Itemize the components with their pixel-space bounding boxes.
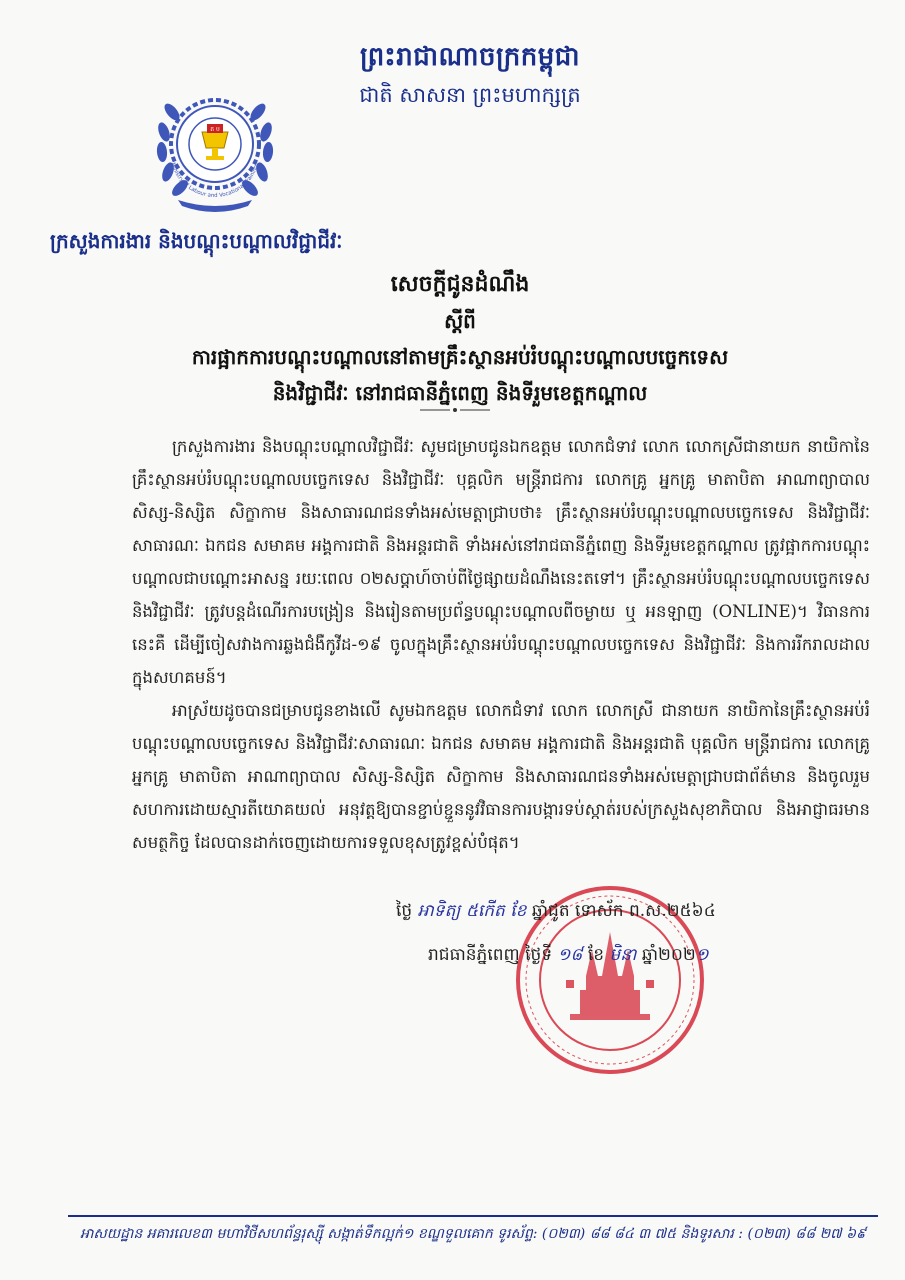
notice-body [132, 430, 870, 859]
solar-date-year-hand: ១ [695, 945, 709, 965]
kingdom-name: ព្រះរាជាណាចក្រកម្ពុជា [360, 42, 580, 72]
notice-subject-line1: ការផ្អាកការបណ្តុះបណ្តាលនៅតាមគ្រឹះស្ថានអប់រំបណ្តុះបណ្តាលបច្ចេកទេស [191, 345, 729, 369]
notice-subject-line2: និងវិជ្ជាជីវៈ នៅរាជធានីភ្នំពេញ និងទីរួមខេត្តកណ្តាល [272, 381, 648, 405]
body-paragraph-2: អាស្រ័យដូចបានជម្រាបជូនខាងលើ សូមឯកឧត្តម លោកជំទាវ លោក លោកស្រី ជានាយក នាយិកានៃគ្រឹះស្ថានអប់រំបណ្តុះបណ្តាលបច្ចេកទេស និងវិជ្ជាជីវៈសាធារណៈ ឯកជន សមាគម អង្គការជាតិ និងអន្តរជាតិ បុគ្គលិក មន្ត្រីរាជការ លោកគ្រូ អ្នកគ្រូ មាតាបិតា អាណាព្យាបាល សិស្ស-និស្សិត សិក្ខាកាម និងសាធារណជនទាំងអស់មេត្តាជ្រាបជាព័ត៌មាន និងចូលរួមសហការដោយស្មារតីយោគយល់ អនុវត្តឱ្យបានខ្ជាប់ខ្ជួននូវវិធានការបង្ការទប់ស្កាត់របស់ក្រសួងសុខាភិបាល និងអាជ្ញាធរមានសមត្ថកិច្ច ដែលបានដាក់ចេញដោយការទទួលខុសត្រូវខ្ពស់បំផុត។ [132, 701, 870, 852]
kingdom-header [350, 40, 590, 113]
ornamental-divider [420, 406, 490, 414]
solar-date-line [428, 944, 709, 969]
notice-title: សេចក្តីជូនដំណឹង [390, 271, 530, 297]
svg-text:Ministry of Labour and Vocatio: Ministry of Labour and Vocational Training [169, 161, 260, 200]
solar-date-day: ១៨ [557, 945, 583, 965]
ministry-name: ក្រសួងការងារ និងបណ្តុះបណ្តាលវិជ្ជាជីវៈ [50, 229, 343, 253]
svg-text:ត ប: ត ប [210, 126, 220, 133]
notice-title-block [150, 270, 770, 410]
solar-date-month-label: ខែ [587, 945, 605, 965]
body-paragraph-1: ក្រសួងការងារ និងបណ្តុះបណ្តាលវិជ្ជាជីវៈ សូមជម្រាបជូនឯកឧត្តម លោកជំទាវ លោក លោកស្រីជានាយក នាយិកានៃគ្រឹះស្ថានអប់រំបណ្តុះបណ្តាលបច្ចេកទេស និងវិជ្ជាជីវៈ បុគ្គលិក មន្ត្រីរាជការ លោកគ្រូ អ្នកគ្រូ មាតាបិតា អាណាព្យាបាល សិស្ស-និស្សិត សិក្ខាកាម និងសាធារណជនទាំងអស់មេត្តាជ្រាបថា៖ គ្រឹះស្ថានអប់រំបណ្តុះបណ្តាលបច្ចេកទេស និងវិជ្ជាជីវៈ សាធារណៈ ឯកជន សមាគម អង្គការជាតិ និងអន្តរជាតិ ទាំងអស់នៅរាជធានីភ្នំពេញ និងទីរួមខេត្តកណ្តាល ត្រូវផ្អាកការបណ្តុះបណ្តាលជាបណ្តោះអាសន្ន រយៈពេល ០២សប្តាហ៍ចាប់ពីថ្ងៃផ្សាយដំណឹងនេះតទៅ។ គ្រឹះស្ថានអប់រំបណ្តុះបណ្តាលបច្ចេកទេស និងវិជ្ជាជីវៈ ត្រូវបន្តដំណើរការបង្រៀន និងរៀនតាមប្រព័ន្ធបណ្តុះបណ្តាលពីចម្ងាយ ឬ អនឡាញ (ONLINE)។ វិធានការនេះគឺ ដើម្បីចៀសវាងការឆ្លងជំងឺកូវីដ-១៩ ចូលក្នុងគ្រឹះស្ថានអប់រំបណ្តុះបណ្តាលបច្ចេកទេស និងវិជ្ជាជីវៈ និងការរីករាលដាលក្នុងសហគមន៍។ [132, 437, 870, 687]
lunar-date-handwritten: អាទិត្យ ៥កើត ខែ [417, 901, 527, 921]
ministry-emblem-icon [150, 72, 280, 212]
footer-divider [68, 1215, 878, 1217]
solar-date-year: ឆ្នាំ២០២ [641, 945, 696, 965]
national-motto: ជាតិ សាសនា ព្រះមហាក្សត្រ [359, 83, 581, 107]
notice-subject-label: ស្តីពី [444, 309, 476, 333]
lunar-date-prefix: ថ្ងៃ [396, 901, 413, 921]
lunar-date-line [396, 900, 716, 925]
lunar-date-suffix: ឆ្នាំជូត ទោស័ក ព.ស.២៥៦៤ [531, 901, 716, 921]
solar-date-prefix: រាជធានីភ្នំពេញ ថ្ងៃទី [428, 945, 553, 965]
footer-address: អាសយដ្ឋាន អគារលេខ៣ មហាវិថីសហព័ន្ធរុស្ស៊ី សង្កាត់ទឹកល្អក់១ ខណ្ឌទួលគោក ទូរស័ព្ទ: (០២៣) ៨៨ ៨៤ ៣ ៧៥ និងទូរសារ : (០២៣) ៨៨ ២៧ ៦៩ [80, 1226, 866, 1242]
solar-date-month: មិនា [609, 945, 637, 965]
